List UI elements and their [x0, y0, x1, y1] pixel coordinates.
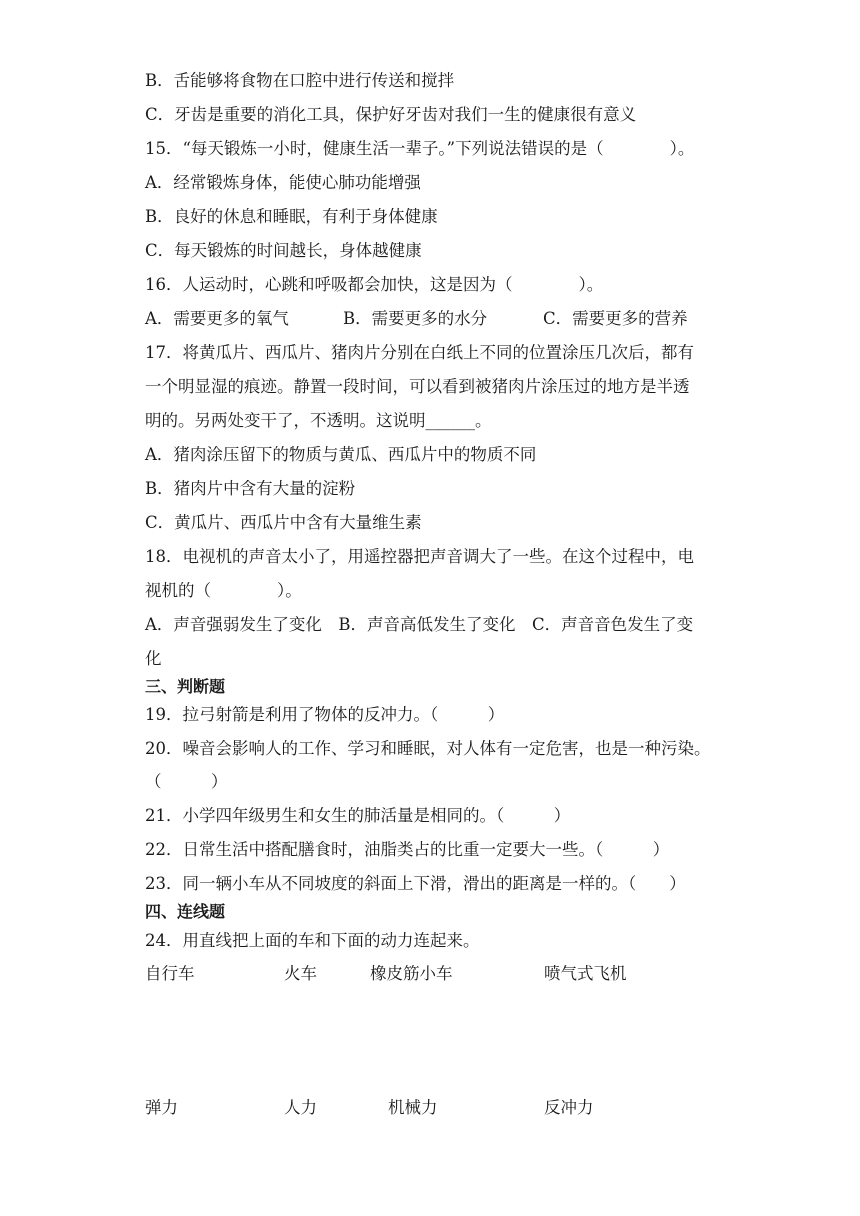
question-20-line-1: 20．噪音会影响人的工作、学习和睡眠，对人体有一定危害，也是一种污染。: [145, 739, 711, 758]
question-18-line-1: 18．电视机的声音太小了，用遥控器把声音调大了一些。在这个过程中，电: [145, 547, 694, 566]
q15-option-a: A．经常锻炼身体，能使心肺功能增强: [145, 173, 421, 192]
question-16: 16．人运动时，心跳和呼吸都会加快，这是因为（ ）。: [145, 275, 604, 294]
q18-options: A．声音强弱发生了变化 B．声音高低发生了变化 C．声音音色发生了变: [145, 615, 694, 634]
q16-option-a: A．需要更多的氧气: [145, 309, 289, 328]
question-19: 19．拉弓射箭是利用了物体的反冲力。（ ）: [145, 705, 505, 724]
question-23: 23．同一辆小车从不同坡度的斜面上下滑，滑出的距离是一样的。（ ）: [145, 874, 686, 893]
q14-option-c: C．牙齿是重要的消化工具，保护好牙齿对我们一生的健康很有意义: [145, 105, 637, 124]
question-22: 22．日常生活中搭配膳食时，油脂类占的比重一定要大一些。（ ）: [145, 840, 670, 859]
vehicle-jet-plane: 喷气式飞机: [544, 964, 627, 983]
vehicle-rubber-band-car: 橡皮筋小车: [370, 964, 453, 983]
q17-option-a: A．猪肉涂压留下的物质与黄瓜、西瓜片中的物质不同: [145, 445, 537, 464]
vehicle-train: 火车: [284, 964, 317, 983]
question-24: 24．用直线把上面的车和下面的动力连起来。: [145, 931, 480, 950]
question-18-line-2: 视机的（ ）。: [145, 581, 302, 600]
question-15: 15．“每天锻炼一小时，健康生活一辈子。”下列说法错误的是（ ）。: [145, 139, 695, 158]
force-elastic: 弹力: [145, 1098, 178, 1117]
section-4-heading: 四、连线题: [145, 902, 226, 921]
force-mechanical: 机械力: [388, 1098, 438, 1117]
force-recoil: 反冲力: [544, 1098, 594, 1117]
question-21: 21．小学四年级男生和女生的肺活量是相同的。（ ）: [145, 806, 571, 825]
question-17-line-1: 17．将黄瓜片、西瓜片、猪肉片分别在白纸上不同的位置涂压几次后，都有: [145, 343, 694, 362]
q16-option-c: C．需要更多的营养: [543, 309, 688, 328]
q18-options-cont: 化: [145, 649, 162, 668]
section-3-heading: 三、判断题: [145, 677, 226, 696]
q17-option-b: B．猪肉片中含有大量的淀粉: [145, 479, 356, 498]
q16-option-b: B．需要更多的水分: [343, 309, 488, 328]
question-20-line-2: （ ）: [145, 772, 228, 791]
question-17-line-3: 明的。另两处变干了，不透明。这说明______。: [145, 411, 492, 430]
vehicle-bicycle: 自行车: [145, 964, 195, 983]
force-human: 人力: [284, 1098, 317, 1117]
question-17-line-2: 一个明显湿的痕迹。静置一段时间，可以看到被猪肉片涂压过的地方是半透: [145, 377, 690, 396]
q15-option-c: C．每天锻炼的时间越长，身体越健康: [145, 241, 422, 260]
q14-option-b: B．舌能够将食物在口腔中进行传送和搅拌: [145, 71, 455, 90]
q15-option-b: B．良好的休息和睡眠，有利于身体健康: [145, 207, 438, 226]
q17-option-c: C．黄瓜片、西瓜片中含有大量维生素: [145, 513, 422, 532]
